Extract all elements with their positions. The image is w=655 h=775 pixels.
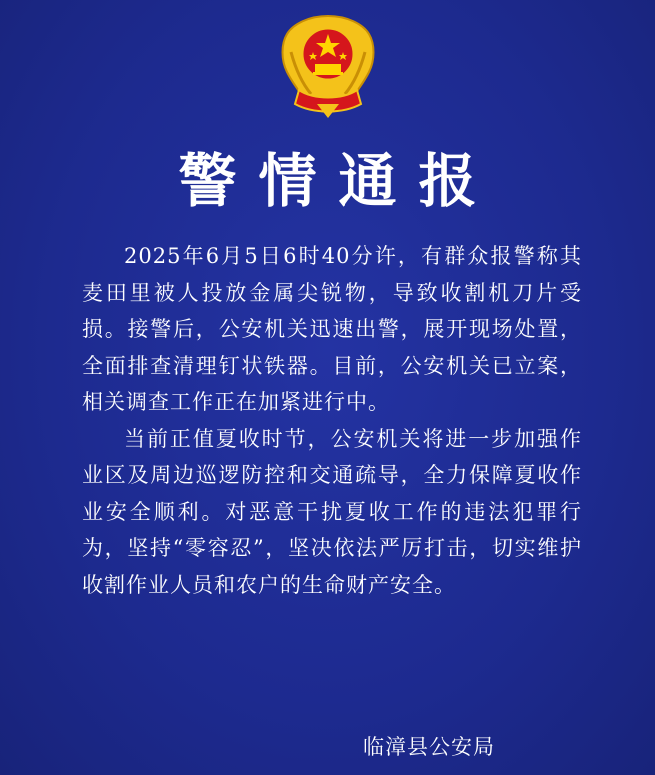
body-paragraph: 2025年6月5日6时40分许，有群众报警称其麦田里被人投放金属尖锐物，导致收割机刀片受损。接警后，公安机关迅速出警，展开现场处置，全面排查清理钉状铁器。目前，公安机关已立案，相关调查工作正在加紧进行中。 bbox=[82, 244, 582, 414]
notice-body bbox=[82, 238, 582, 603]
police-emblem-icon bbox=[277, 12, 379, 122]
page-title: 警情通报 bbox=[178, 147, 499, 215]
body-paragraph: 当前正值夏收时节，公安机关将进一步加强作业区及周边巡逻防控和交通疏导，全力保障夏收作业安全顺利。对恶意干扰夏收工作的违法犯罪行为，坚持“零容忍”，坚决依法严厉打击，切实维护收割作业人员和农户的生命财产安全。 bbox=[82, 426, 582, 597]
signature: 临漳县公安局 bbox=[363, 735, 495, 759]
